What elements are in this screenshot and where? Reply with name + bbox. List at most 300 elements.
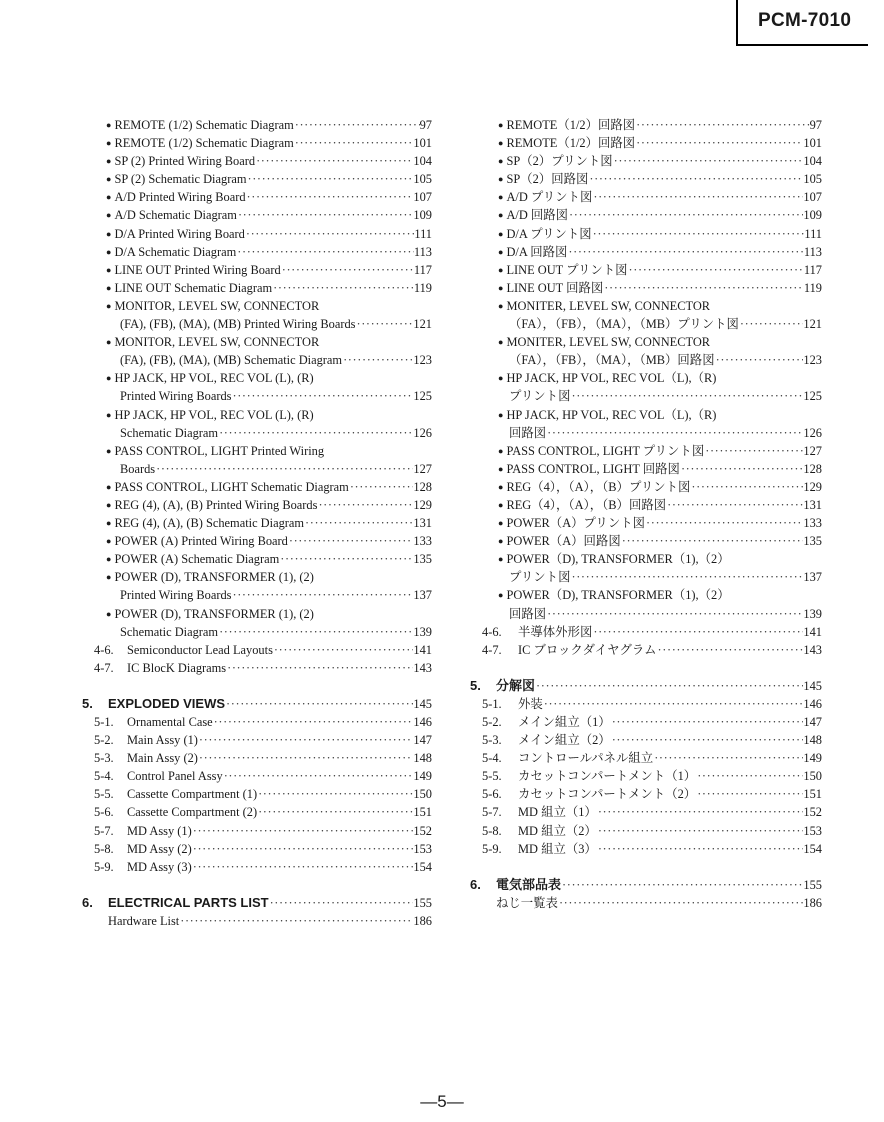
toc-entry-title [106,333,319,351]
toc-bullet-entry [470,460,822,478]
page-ref: 119 [413,280,432,295]
toc-column-english [82,116,432,930]
toc-entry-title [482,803,597,821]
toc-bullet-entry [470,279,822,297]
page-ref: 150 [803,769,822,784]
page-ref: 109 [413,208,432,223]
entry-text: MONITER, LEVEL SW, CONNECTOR [506,298,711,313]
section-number: 5. [82,695,93,711]
leader-dots [355,315,413,333]
toc-entry-title [106,152,255,170]
section-number: 5-4. [94,769,114,784]
entry-text: A/D Schematic Diagram [114,208,237,223]
toc-entry-title [498,170,588,188]
page-number: —5— [420,1092,464,1111]
entry-text: Main Assy (2) [127,751,198,766]
toc-bullet-entry [82,188,432,206]
entry-text: MD Assy (1) [127,823,192,838]
entry-text: 電気部品表 [496,876,562,892]
leader-dots [704,442,803,460]
page-ref: 129 [803,479,822,494]
page-ref: 141 [803,624,822,639]
toc-bullet-entry [470,243,822,261]
toc-entry-title [120,351,342,369]
toc-entry-title [120,623,218,641]
leader-dots [294,116,420,134]
page-ref: 148 [413,751,432,766]
leader-dots [653,749,803,767]
toc-bullet-entry [470,297,822,315]
leader-dots [257,785,413,803]
toc-entry-title [106,134,294,152]
entry-text: カセットコンパートメント（2） [518,787,697,802]
section-number: 5-3. [94,751,114,766]
toc-entry-title [94,858,192,876]
page-ref: 154 [803,841,822,856]
page-ref: 111 [804,226,822,241]
section-gap [470,659,822,677]
toc-bullet-entry [470,406,822,424]
entry-text: Schematic Diagram [120,624,219,639]
leader-dots [236,243,414,261]
leader-dots [294,134,414,152]
leader-dots [546,605,803,623]
leader-dots [716,369,822,387]
toc-entry-title [482,713,611,731]
page-ref: 104 [803,154,822,169]
page-ref: 143 [413,660,432,675]
toc-bullet-entry [470,261,822,279]
entry-text: MONITER, LEVEL SW, CONNECTOR [506,335,711,350]
toc-entry-title [120,586,231,604]
entry-text: 分解図 [496,677,536,693]
leader-dots [635,134,803,152]
leader-dots [696,785,803,803]
section-number: 5-2. [482,715,502,729]
page-ref: 145 [413,696,432,711]
leader-dots [257,803,413,821]
leader-dots [570,568,803,586]
leader-dots [645,514,803,532]
leader-dots [255,152,413,170]
entry-text: D/A Printed Wiring Board [114,226,245,241]
page-ref: 107 [803,190,822,205]
entry-text: MONITOR, LEVEL SW, CONNECTOR [114,298,320,313]
entry-text: PASS CONTROL, LIGHT 回路図 [506,461,680,476]
toc-entry-title [106,188,246,206]
toc-bullet-entry [82,605,432,623]
page-ref: 155 [413,895,432,910]
leader-dots [281,261,414,279]
section-number: 4-6. [94,642,114,657]
entry-text: PASS CONTROL, LIGHT Schematic Diagram [114,479,349,494]
page-ref: 101 [803,136,822,151]
leader-dots [597,840,804,858]
page-ref: 117 [413,262,432,277]
toc-entry-title [509,351,715,369]
page-ref: 147 [803,715,822,729]
toc-entry-continuation [470,605,822,623]
entry-text: メイン組立（2） [518,733,611,748]
entry-text: REMOTE (1/2) Schematic Diagram [114,136,294,151]
leader-dots [535,677,803,695]
toc-bullet-entry [470,586,822,604]
section-gap [470,858,822,876]
toc-entry-title [498,279,603,297]
toc-entry-title [498,478,690,496]
entry-text: MD Assy (2) [127,841,192,856]
entry-text: メイン組立（1） [518,715,611,729]
entry-text: A/D 回路図 [506,208,569,223]
section-number: 5-7. [94,823,114,838]
entry-text: SP（2）プリント図 [506,154,613,169]
toc-bullet-entry [470,134,822,152]
section-number: 5-7. [482,805,502,820]
leader-dots [319,333,432,351]
leader-dots [314,568,432,586]
entry-text: REG (4), (A), (B) Printed Wiring Boards [114,497,318,512]
leader-dots [231,586,413,604]
page-ref: 151 [413,805,432,820]
toc-bullet-entry [82,550,432,568]
toc-entry-title [498,333,710,351]
toc-subsection-entry [82,659,432,677]
section-number: 5-2. [94,733,114,748]
toc-subsection-entry [470,767,822,785]
leader-dots [592,188,803,206]
section-number: 5-1. [94,715,114,729]
leader-dots [314,369,432,387]
toc-entry-title [509,605,546,623]
toc-bullet-entry [470,225,822,243]
toc-entry-continuation [470,424,822,442]
page-ref: 155 [803,877,822,892]
entry-text: カセットコンパートメント（1） [518,769,697,784]
toc-entry-continuation [82,387,432,405]
toc-entry-title [498,586,730,604]
toc-bullet-entry [470,478,822,496]
toc-entry-title [482,822,597,840]
leader-dots [198,749,414,767]
toc-bullet-entry [470,442,822,460]
entry-text: (FA), (FB), (MA), (MB) Schematic Diagram [120,353,343,368]
leader-dots [272,279,414,297]
entry-text: IC BlocK Diagrams [127,660,227,675]
toc-bullet-entry [470,369,822,387]
toc-entry-continuation [470,315,822,333]
entry-text: ELECTRICAL PARTS LIST [108,894,269,910]
page-ref: 147 [413,733,432,748]
entry-text: Semiconductor Lead Layouts [127,642,273,657]
page-ref: 105 [413,172,432,187]
toc-entry-title [482,623,592,641]
leader-dots [198,731,414,749]
toc-entry-title [106,206,237,224]
page-ref: 135 [413,552,432,567]
toc-entry-continuation [82,460,432,478]
toc-bullet-entry [470,532,822,550]
section-number: 5-4. [482,751,502,766]
leader-dots [192,822,414,840]
toc-entry-title [106,225,245,243]
leader-dots [304,514,413,532]
page-ref: 126 [413,425,432,440]
toc-entry-title [94,767,223,785]
page-ref: 131 [413,516,432,531]
toc-entry-title [498,116,635,134]
toc-entry-title [470,677,535,695]
toc-hardware-entry [82,912,432,930]
leader-dots [730,550,822,568]
leader-dots [179,912,413,930]
leader-dots [696,767,803,785]
leader-dots [635,116,809,134]
toc-entry-title [120,460,155,478]
toc-entry-title [482,767,696,785]
toc-entry-title [106,170,246,188]
entry-text: REMOTE（1/2）回路図 [506,118,636,132]
leader-dots [246,170,413,188]
toc-entry-title [82,695,225,713]
leader-dots [710,297,822,315]
page-ref: 117 [803,262,822,277]
page-ref: 186 [413,913,432,928]
entry-text: HP JACK, HP VOL, REC VOL（L),（R) [506,407,717,422]
leader-dots [319,297,432,315]
entry-text: Printed Wiring Boards [120,588,232,603]
entry-text: Cassette Compartment (1) [127,787,258,802]
toc-entry-title [482,749,653,767]
leader-dots [546,424,803,442]
leader-dots [192,840,414,858]
toc-entry-title [94,749,198,767]
toc-bullet-entry [82,369,432,387]
leader-dots [314,406,432,424]
page-ref: 152 [413,823,432,838]
leader-dots [730,586,822,604]
entry-text: LINE OUT プリント図 [506,262,628,277]
toc-entry-title [498,496,666,514]
leader-dots [715,351,804,369]
section-number: 5. [470,677,481,693]
toc-entry-title [106,369,314,387]
toc-entry-title [106,243,236,261]
entry-text: PASS CONTROL, LIGHT プリント図 [506,443,705,458]
leader-dots [279,550,413,568]
entry-text: REG（4），（A），（B）回路図 [506,497,667,512]
leader-dots [628,261,804,279]
entry-text: LINE OUT Schematic Diagram [114,280,273,295]
toc-column-japanese [470,116,822,912]
entry-text: POWER (A) Printed Wiring Board [114,534,288,549]
toc-entry-title [108,912,179,930]
entry-text: Ornamental Case [127,715,213,729]
page-ref: 137 [413,588,432,603]
toc-entry-title [120,315,355,333]
toc-entry-continuation [470,387,822,405]
toc-entry-title [94,840,192,858]
section-gap [82,876,432,894]
page-ref: 149 [803,751,822,766]
toc-entry-title [498,188,592,206]
leader-dots [543,695,804,713]
entry-text: POWER（D), TRANSFORMER（1),（2） [506,552,730,567]
entry-text: A/D プリント図 [506,190,593,205]
toc-entry-title [498,532,621,550]
toc-bullet-entry [82,134,432,152]
section-number: 4-7. [94,660,114,675]
entry-text: REMOTE (1/2) Schematic Diagram [114,118,294,132]
entry-text: MD 組立（1） [518,805,597,820]
page-ref: 137 [803,570,822,585]
toc-entry-title [106,442,324,460]
leader-dots [657,641,804,659]
section-number: 5-6. [94,805,114,820]
toc-bullet-entry [470,188,822,206]
toc-entry-title [498,369,716,387]
toc-entry-title [498,406,716,424]
toc-bullet-entry [82,496,432,514]
toc-subsection-entry [470,822,822,840]
entry-text: 半導体外形図 [518,624,593,639]
toc-entry-title [106,514,304,532]
toc-entry-title [94,641,273,659]
entry-text: LINE OUT Printed Wiring Board [114,262,281,277]
leader-dots [231,387,413,405]
entry-text: Printed Wiring Boards [120,389,232,404]
leader-dots [570,387,803,405]
toc-entry-title [120,424,218,442]
toc-subsection-entry [82,749,432,767]
entry-text: D/A 回路図 [506,244,568,259]
leader-dots [314,605,432,623]
page-ref: 126 [803,425,822,440]
section-number: 5-5. [94,787,114,802]
entry-text: コントロールパネル組立 [518,751,654,766]
toc-hardware-entry [470,894,822,912]
entry-text: Schematic Diagram [120,425,219,440]
leader-dots [666,496,803,514]
page-ref: 133 [803,516,822,531]
toc-entry-title [106,478,349,496]
toc-entry-continuation [82,623,432,641]
toc-section-heading [470,876,822,894]
toc-entry-title [482,731,611,749]
entry-text: MONITOR, LEVEL SW, CONNECTOR [114,335,320,350]
leader-dots [690,478,803,496]
toc-entry-title [106,406,314,424]
entry-text: REMOTE（1/2）回路図 [506,136,636,151]
entry-text: POWER（A）回路図 [506,534,621,549]
toc-subsection-entry [82,803,432,821]
entry-text: Main Assy (1) [127,733,198,748]
section-number: 6. [470,876,481,892]
leader-dots [223,767,414,785]
section-number: 5-9. [94,859,114,874]
leader-dots [349,478,414,496]
page-ref: 101 [413,136,432,151]
leader-dots [342,351,413,369]
toc-entry-title [94,803,257,821]
toc-entry-title [106,532,288,550]
toc-entry-title [106,279,272,297]
page-ref: 104 [413,154,432,169]
page-ref: 141 [413,642,432,657]
entry-text: (FA), (FB), (MA), (MB) Printed Wiring Boards [120,317,356,332]
toc-bullet-entry [82,406,432,424]
leader-dots [317,496,413,514]
leader-dots [592,623,803,641]
page-ref: 113 [803,244,822,259]
toc-subsection-entry [82,713,432,731]
toc-bullet-entry [82,514,432,532]
entry-text: Control Panel Assy [127,769,223,784]
toc-entry-continuation [82,315,432,333]
toc-subsection-entry [470,641,822,659]
page-ref: 123 [413,353,432,368]
leader-dots [611,731,804,749]
entry-text: ねじ一覧表 [496,895,558,910]
toc-bullet-entry [470,333,822,351]
leader-dots [213,713,414,731]
toc-bullet-entry [82,243,432,261]
page-ref: 129 [413,497,432,512]
toc-entry-title [498,297,710,315]
toc-entry-title [482,641,657,659]
toc-entry-title [498,206,568,224]
leader-dots [288,532,414,550]
toc-section-heading [470,677,822,695]
toc-subsection-entry [470,623,822,641]
toc-entry-title [106,297,319,315]
toc-entry-title [106,568,314,586]
entry-text: POWER (D), TRANSFORMER (1), (2) [114,606,314,621]
page-ref: 121 [803,317,822,332]
toc-entry-title [82,894,269,912]
toc-bullet-entry [82,206,432,224]
leader-dots [273,641,414,659]
toc-subsection-entry [82,785,432,803]
toc-bullet-entry [82,442,432,460]
entry-text: SP (2) Printed Wiring Board [114,154,256,169]
section-number: 4-7. [482,642,502,657]
toc-entry-title [106,496,317,514]
toc-entry-title [498,550,730,568]
leader-dots [245,225,414,243]
toc-bullet-entry [470,206,822,224]
leader-dots [226,659,413,677]
page-ref: 143 [803,642,822,657]
toc-bullet-entry [82,333,432,351]
toc-bullet-entry [82,297,432,315]
toc-subsection-entry [470,749,822,767]
toc-subsection-entry [82,858,432,876]
toc-entry-title [496,894,558,912]
toc-bullet-entry [82,152,432,170]
page-ref: 152 [803,805,822,820]
page-ref: 107 [413,190,432,205]
toc-subsection-entry [82,767,432,785]
page-ref: 146 [413,715,432,729]
toc-entry-title [509,568,570,586]
toc-entry-title [482,695,543,713]
leader-dots [218,424,413,442]
leader-dots [621,532,804,550]
toc-bullet-entry [82,170,432,188]
section-number: 4-6. [482,624,502,639]
leader-dots [561,876,803,894]
leader-dots [218,623,413,641]
